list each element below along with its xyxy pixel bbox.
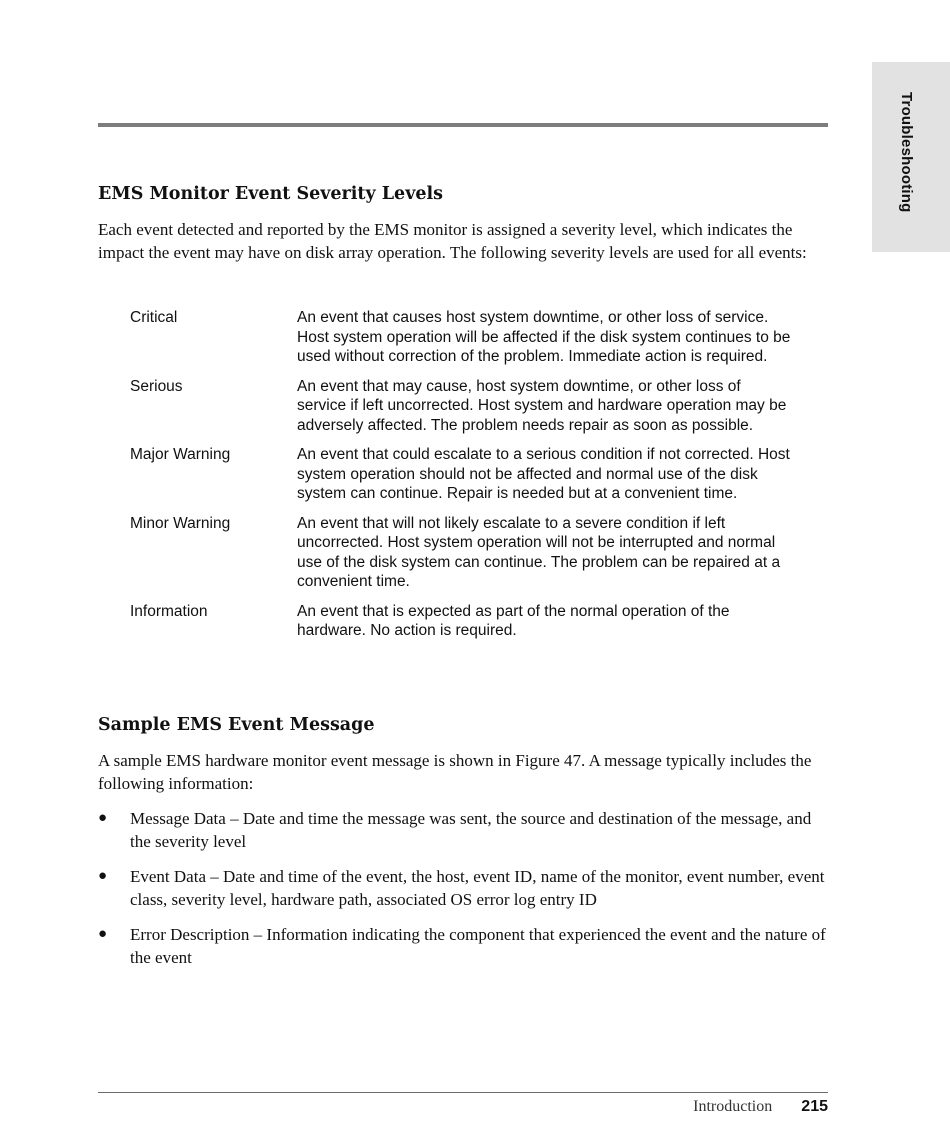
list-item-text: Message Data – Date and time the message was sent, the source and destination of the message, and the severity level bbox=[130, 808, 812, 851]
table-row bbox=[130, 308, 792, 377]
severity-level-name: Information bbox=[130, 602, 208, 620]
section-heading-severity-levels: EMS Monitor Event Severity Levels bbox=[98, 184, 443, 204]
sample-message-section bbox=[98, 711, 833, 969]
table-row bbox=[130, 602, 792, 651]
list-item-text: Error Description – Information indicating the component that experienced the event and the nature of the event bbox=[130, 924, 826, 967]
table-row bbox=[130, 514, 792, 602]
severity-level-description: An event that causes host system downtime, or other loss of service. Host system operation will be affected if the disk system continues to be used without correction of the problem. Immediate action is required. bbox=[297, 309, 791, 365]
severity-level-name: Minor Warning bbox=[130, 514, 231, 532]
page-content bbox=[98, 180, 833, 981]
bullet-icon: ● bbox=[98, 867, 108, 884]
footer-rule bbox=[98, 1092, 828, 1093]
severity-intro-paragraph: Each event detected and reported by the EMS monitor is assigned a severity level, which indicates the impact the event may have on disk array operation. The following severity levels are used for all events: bbox=[98, 220, 807, 262]
severity-level-description: An event that may cause, host system downtime, or other loss of service if left uncorrected. Host system and hardware operation may be adversely affected. The problem needs repair as soon as possible. bbox=[297, 377, 787, 434]
list-item bbox=[98, 807, 833, 853]
chapter-tab-label: Troubleshooting bbox=[898, 92, 915, 213]
top-rule bbox=[98, 123, 828, 127]
severity-level-name: Critical bbox=[130, 309, 178, 326]
bullet-icon: ● bbox=[98, 809, 108, 826]
table-row bbox=[130, 445, 792, 514]
list-item-text: Event Data – Date and time of the event, the host, event ID, name of the monitor, event number, event class, severity level, hardware path, associated OS error log entry ID bbox=[130, 866, 825, 909]
page-number: 215 bbox=[801, 1098, 828, 1115]
page-footer bbox=[693, 1096, 828, 1118]
severity-level-description: An event that will not likely escalate to a severe condition if left uncorrected. Host system operation will not be interrupted and normal use of the disk system can continue. The problem can be repaired at a convenient time. bbox=[297, 514, 781, 590]
list-item bbox=[98, 923, 833, 969]
section-heading-sample-message: Sample EMS Event Message bbox=[98, 714, 375, 735]
bullet-icon: ● bbox=[98, 925, 108, 942]
footer-section-title: Introduction bbox=[693, 1098, 773, 1115]
severity-level-name: Major Warning bbox=[130, 446, 231, 463]
table-row bbox=[130, 377, 792, 446]
severity-level-description: An event that could escalate to a serious condition if not corrected. Host system operation should not be affected and normal use of the disk system can continue. Repair is needed but at a convenient time. bbox=[297, 446, 790, 502]
list-item bbox=[98, 865, 833, 911]
severity-level-description: An event that is expected as part of the normal operation of the hardware. No action is required. bbox=[297, 602, 730, 639]
message-contents-list bbox=[98, 807, 833, 969]
sample-message-intro-paragraph: A sample EMS hardware monitor event message is shown in Figure 47. A message typically includes the following information: bbox=[98, 750, 812, 793]
chapter-tab bbox=[872, 62, 950, 252]
severity-level-name: Serious bbox=[130, 377, 183, 395]
severity-levels-table bbox=[130, 308, 792, 651]
